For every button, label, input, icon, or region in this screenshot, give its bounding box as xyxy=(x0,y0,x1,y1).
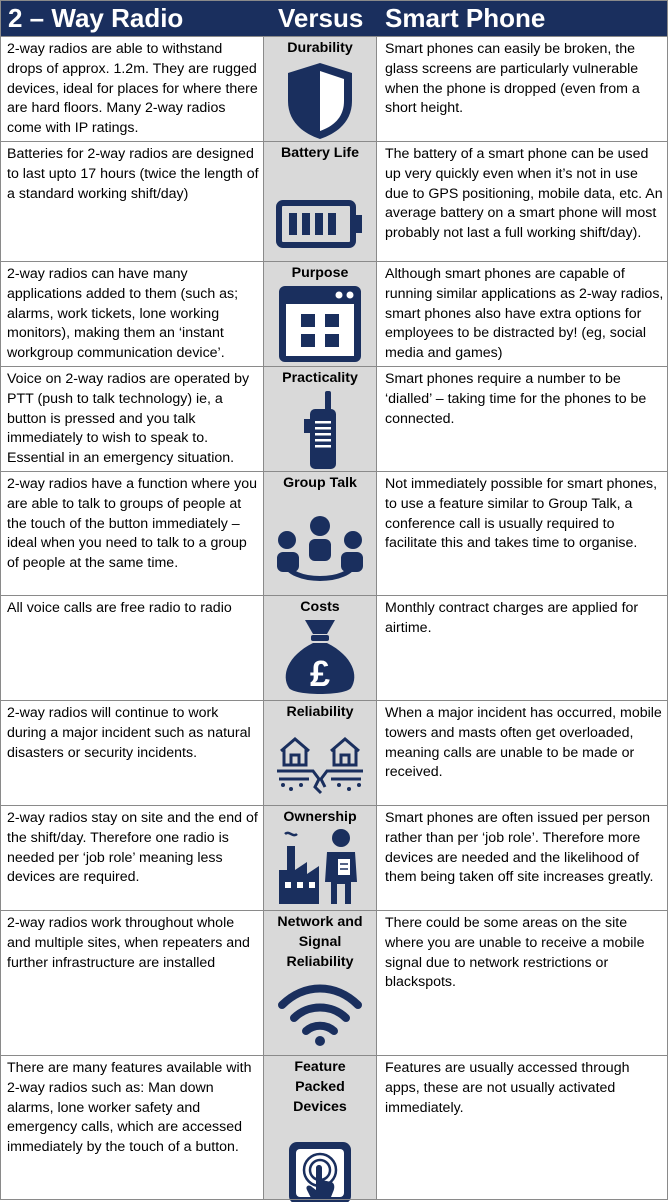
phone-text: Smart phones require a number to be ‘dialled’ – taking time for the phones to be connected. xyxy=(385,371,647,427)
comparison-row-feature-packed xyxy=(0,1055,668,1200)
comparison-row-network-signal xyxy=(0,910,668,1055)
category-cell xyxy=(263,596,377,700)
battery-icon xyxy=(276,200,364,248)
comparison-row-battery-life xyxy=(0,141,668,261)
header-versus: Versus xyxy=(278,3,364,33)
category-cell xyxy=(263,806,377,910)
phone-text: Smart phones are often issued per person rather than per ‘job role’. Therefore more devices are needed and the likelihood of them being taken off site increases greatly. xyxy=(385,810,654,886)
svg-text:£: £ xyxy=(309,653,331,694)
phone-text: Although smart phones are capable of running similar applications as 2-way radios, smart phones also have extra options for employees to be distracted by! (eg, social media and games) xyxy=(385,266,664,362)
radio-text: 2-way radios work throughout whole and multiple sites, when repeaters and further infrastructure are installed xyxy=(7,915,250,971)
radio-text: There are many features available with 2-way radios such as: Man down alarms, lone worker safety and emergency calls, which are accessed immediately by the touch of a button. xyxy=(7,1060,252,1156)
category-title: Reliability xyxy=(286,704,354,720)
category-cell xyxy=(263,142,377,261)
comparison-row-group-talk xyxy=(0,471,668,595)
money-bag-icon xyxy=(279,616,361,698)
category-title: Network and Signal Reliability xyxy=(277,914,363,970)
phone-text: When a major incident has occurred, mobile towers and masts often get overloaded, meaning calls are unable to be made or received. xyxy=(385,705,662,781)
touch-button-icon xyxy=(287,1140,353,1202)
phone-text: Monthly contract charges are applied for airtime. xyxy=(385,600,639,636)
radio-text: 2-way radios can have many applications added to them (such as; alarms, work tickets, lone working monitors), making them an ‘instant workgroup communication device’. xyxy=(7,266,239,362)
walkie-talkie-icon xyxy=(298,389,342,471)
group-icon xyxy=(275,514,365,590)
category-cell xyxy=(263,472,377,595)
phone-text: The battery of a smart phone can be used up very quickly even when it’s not in use due to GPS positioning, mobile data, etc. An average battery on a smart phone will most probably not last a full working shift/day). xyxy=(385,146,663,242)
header-smart-phone: Smart Phone xyxy=(385,3,546,33)
comparison-row-purpose xyxy=(0,261,668,366)
comparison-row-practicality xyxy=(0,366,668,471)
radio-text: 2-way radios have a function where you are able to talk to groups of people at the touch of the button immediately – ideal when you need to talk to a group of people at the same time. xyxy=(7,476,257,572)
category-title: Purpose xyxy=(291,265,349,281)
category-title: Battery Life xyxy=(280,145,360,161)
category-title: Ownership xyxy=(283,809,357,825)
comparison-row-ownership xyxy=(0,805,668,910)
comparison-row-costs xyxy=(0,595,668,700)
app-window-icon xyxy=(277,284,363,364)
earthquake-icon xyxy=(275,731,365,795)
radio-text: 2-way radios will continue to work during a major incident such as natural disasters or security incidents. xyxy=(7,705,251,761)
phone-text: Not immediately possible for smart phones, to use a feature similar to Group Talk, a conference call is usually required to facilitate this and takes time to organise. xyxy=(385,476,658,552)
category-cell xyxy=(263,37,377,141)
comparison-row-durability xyxy=(0,36,668,141)
wifi-signal-icon xyxy=(276,981,364,1047)
category-title: Practicality xyxy=(282,370,358,386)
phone-text: There could be some areas on the site where you are unable to receive a mobile signal due to network restrictions or blackspots. xyxy=(385,915,645,991)
shield-icon xyxy=(284,61,356,141)
category-title: Group Talk xyxy=(283,475,357,491)
category-cell xyxy=(263,701,377,805)
phone-text: Smart phones can easily be broken, the glass screens are particularly vulnerable when the phone is dropped (even from a short height. xyxy=(385,41,640,117)
radio-text: Batteries for 2-way radios are designed to last upto 17 hours (twice the length of a standard working shift/day) xyxy=(7,146,259,202)
category-title: Durability xyxy=(287,40,353,56)
radio-text: Voice on 2-way radios are operated by PTT (push to talk technology) ie, a button is pressed and you talk immediately to wish to speak to. Essential in an emergency situation. xyxy=(7,371,250,467)
radio-text: All voice calls are free radio to radio xyxy=(7,600,232,616)
table-header xyxy=(0,0,668,36)
radio-text: 2-way radios are able to withstand drops of approx. 1.2m. They are rugged devices, ideal for places for where there are hard floors. Many 2-way radios come with IP ratings. xyxy=(7,41,258,137)
factory-worker-icon xyxy=(275,826,365,906)
category-cell xyxy=(263,1056,377,1200)
radio-text: 2-way radios stay on site and the end of the shift/day. Therefore one radio is needed per ‘job role’ meaning less devices are required. xyxy=(7,810,258,886)
category-cell xyxy=(263,367,377,471)
category-cell xyxy=(263,262,377,366)
phone-text: Features are usually accessed through apps, these are not usually activated immediately. xyxy=(385,1060,630,1116)
category-cell xyxy=(263,911,377,1055)
category-title: Costs xyxy=(300,599,340,615)
comparison-row-reliability xyxy=(0,700,668,805)
header-two-way-radio: 2 – Way Radio xyxy=(8,3,184,33)
category-title: Feature Packed Devices xyxy=(293,1059,347,1115)
